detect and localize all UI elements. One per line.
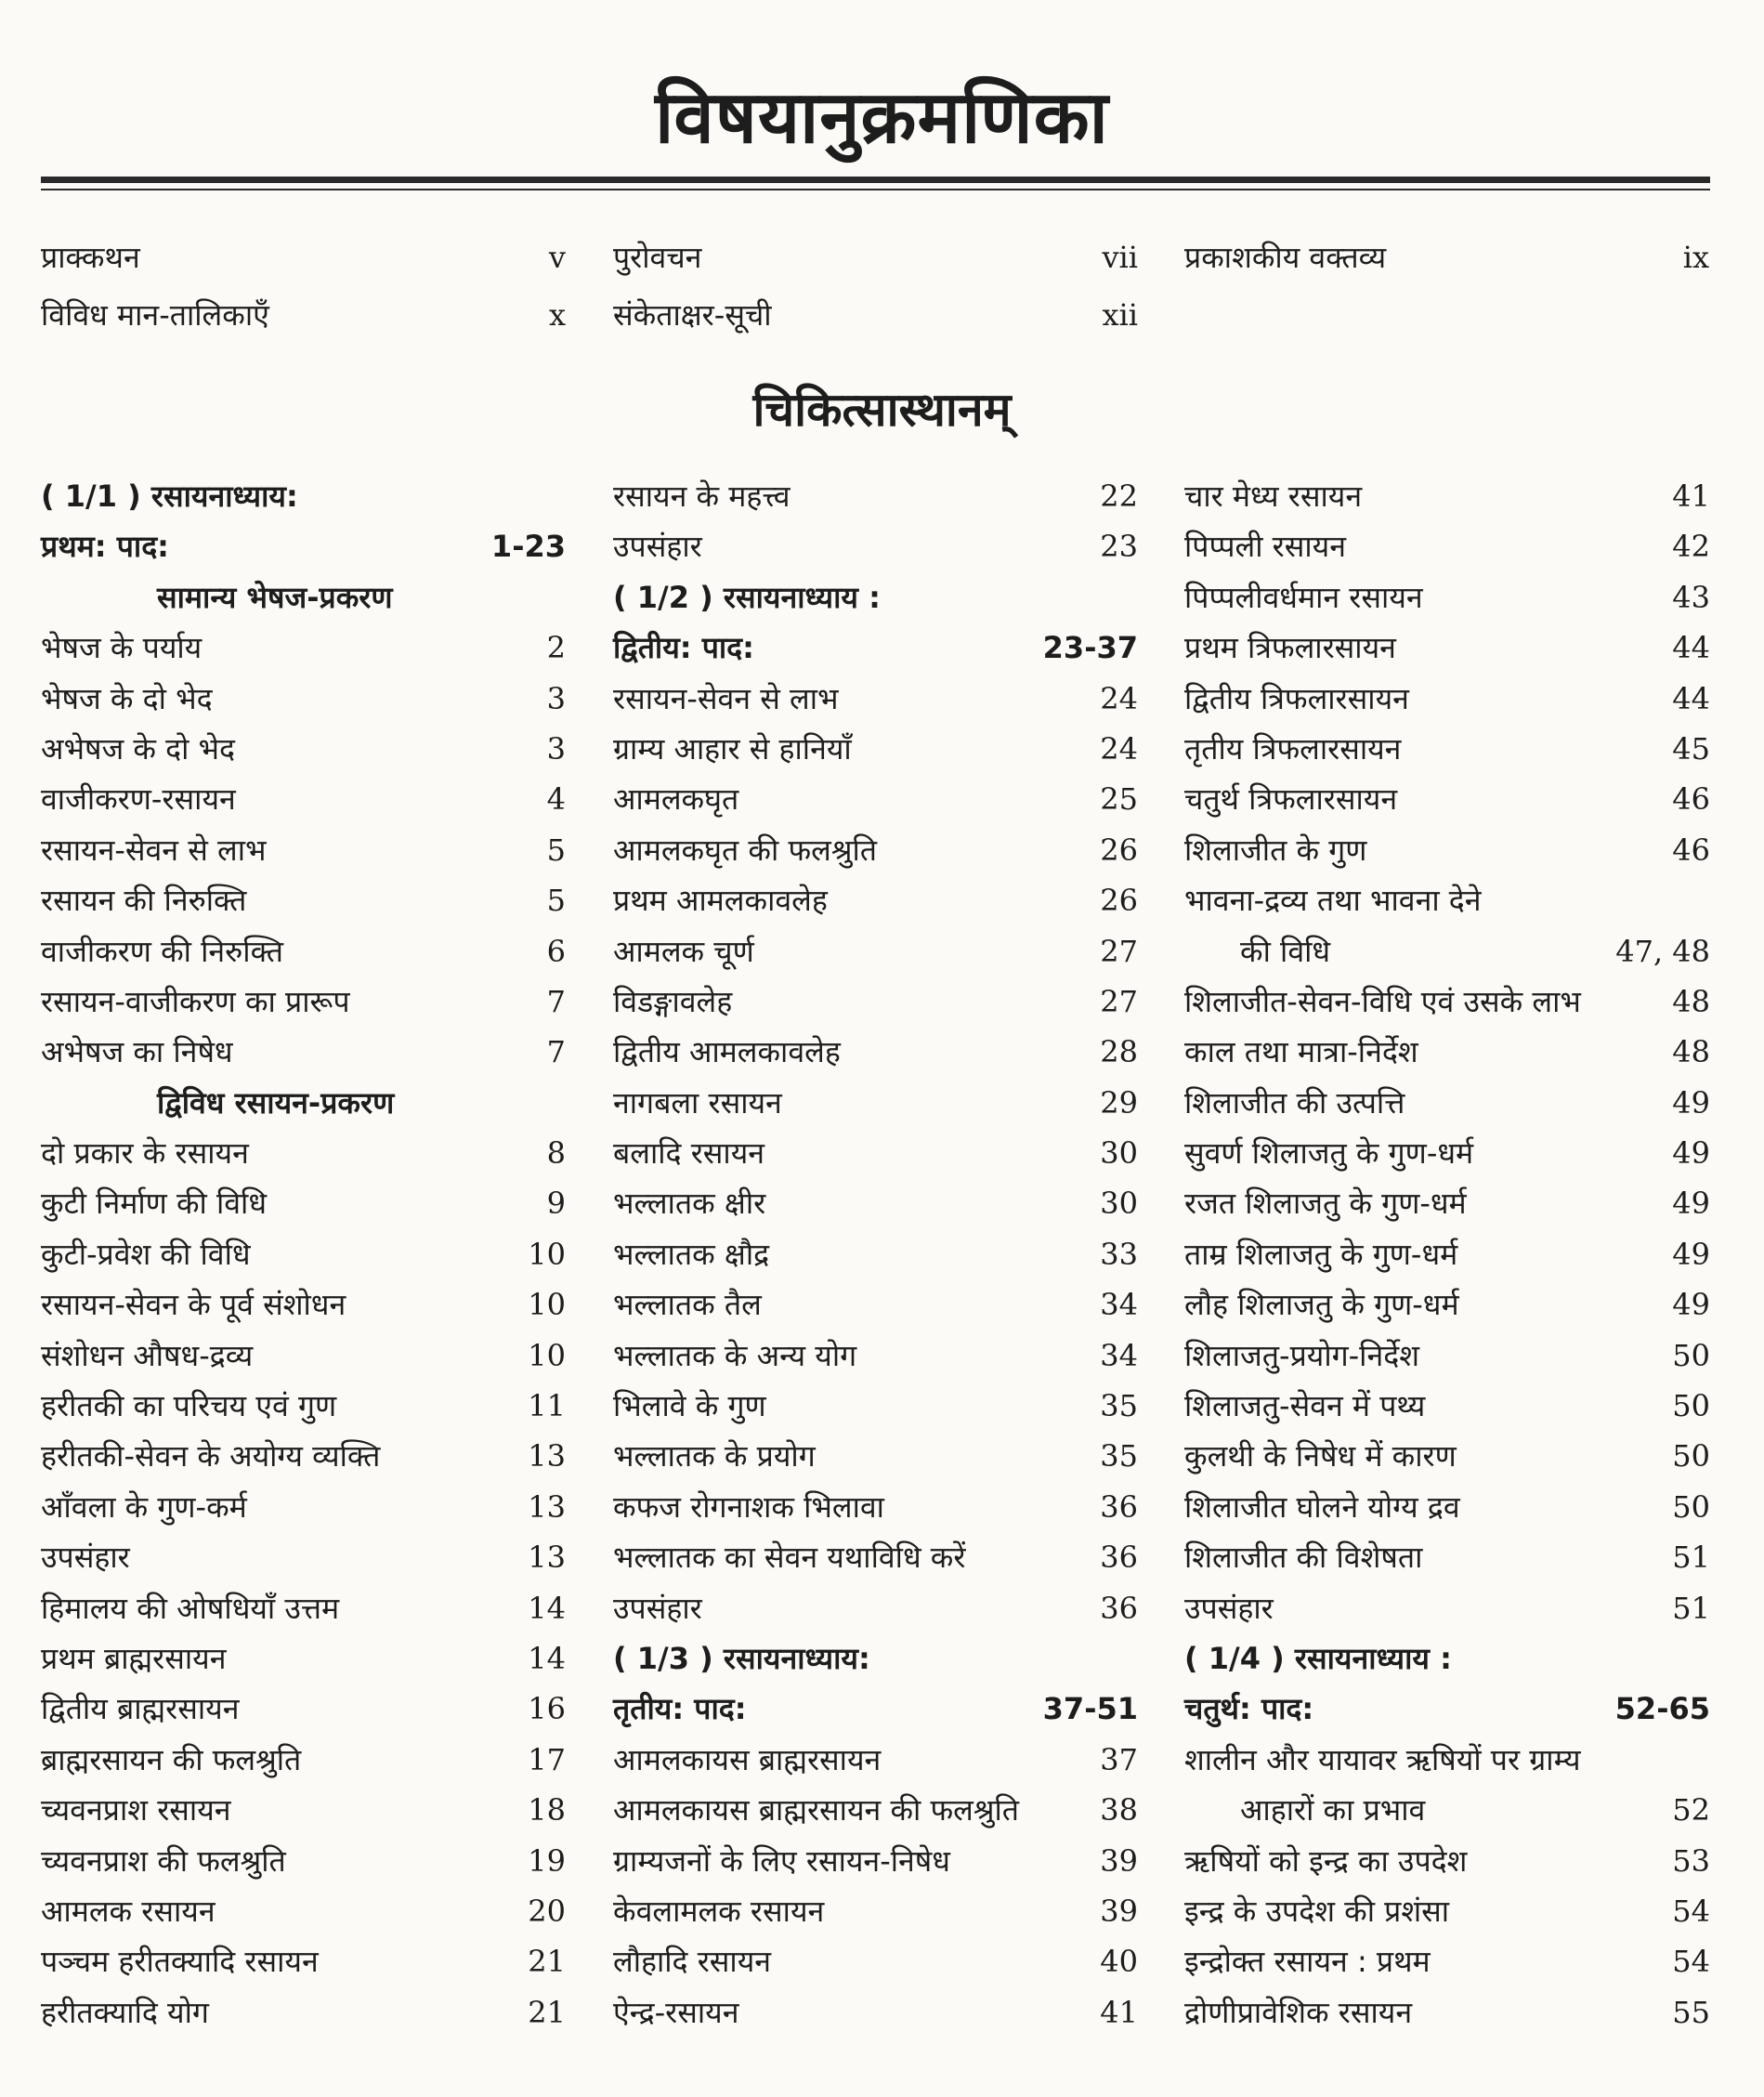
- toc-page-number: 51: [1672, 1590, 1710, 1626]
- toc-entry-title: विविध मान-तालिकाएँ: [41, 297, 269, 333]
- toc-entry-row: [41, 728, 566, 779]
- toc-entry-row: [41, 1031, 566, 1081]
- toc-page-number: 52-65: [1614, 1691, 1710, 1727]
- toc-entry-title: वाजीकरण-रसायन: [41, 781, 236, 818]
- toc-entry-title: विडङ्गावलेह: [613, 983, 733, 1019]
- toc-entry-title: आँवला के गुण-कर्म: [41, 1488, 247, 1525]
- toc-page-number: 47, 48: [1615, 933, 1710, 969]
- toc-page-number: 46: [1672, 781, 1710, 818]
- toc-page-number: ix: [1682, 240, 1709, 275]
- toc-entry-row: [613, 1284, 1138, 1334]
- toc-entry-row: [613, 1992, 1138, 2042]
- front-matter-row: [1184, 237, 1709, 295]
- toc-page-number: 24: [1100, 680, 1138, 716]
- front-matter-column-3: [1184, 237, 1709, 295]
- toc-entry-title: शिलाजीत की उत्पत्ति: [1184, 1084, 1405, 1121]
- toc-page-number: 1-23: [490, 529, 566, 565]
- toc-entry-row: [1184, 880, 1710, 930]
- toc-page-number: 30: [1100, 1135, 1138, 1172]
- toc-entry-row: [41, 1992, 566, 2042]
- toc-entry-row: [41, 1638, 566, 1688]
- toc-entry-row: [1184, 1335, 1710, 1385]
- toc-entry-title: शिलाजीत-सेवन-विधि एवं उसके लाभ: [1184, 983, 1581, 1019]
- toc-entry-row: [41, 1941, 566, 1991]
- toc-entry-title: प्रथम त्रिफलारसायन: [1184, 630, 1396, 666]
- toc-entry-title: रसायन-सेवन से लाभ: [613, 680, 839, 716]
- toc-entry-title: चार मेध्य रसायन: [1184, 478, 1363, 514]
- toc-entry-title: प्रथम आमलकावलेह: [613, 883, 828, 919]
- toc-entry-title: कुटी निर्माण की विधि: [41, 1186, 268, 1222]
- toc-entry-row: [1184, 1183, 1710, 1233]
- toc-page-number: 44: [1672, 680, 1710, 716]
- toc-entry-row: [613, 526, 1138, 576]
- toc-entry-row: [1184, 1841, 1710, 1891]
- toc-entry-row: [41, 1891, 566, 1941]
- toc-page-number: 53: [1672, 1842, 1710, 1879]
- toc-entry-title: उपसंहार: [613, 1590, 702, 1626]
- toc-page-number: 34: [1100, 1287, 1138, 1323]
- toc-entry-title: द्वितीय आमलकावलेह: [613, 1034, 841, 1070]
- toc-entry-row: [613, 1435, 1138, 1486]
- front-matter-row: [613, 295, 1138, 352]
- front-matter-column-1: [41, 237, 566, 352]
- toc-entry-title: शालीन और यायावर ऋषियों पर ग्राम्य: [1184, 1741, 1581, 1777]
- page-title: विषयानुक्रमणिका: [655, 76, 1109, 160]
- toc-entry-row: [1184, 1739, 1710, 1789]
- toc-entry-row: [1184, 830, 1710, 880]
- toc-entry-row: [41, 779, 566, 829]
- toc-entry-title: भेषज के पर्याय: [41, 630, 203, 666]
- toc-page-number: 7: [546, 983, 566, 1019]
- toc-page-number: 36: [1100, 1488, 1138, 1525]
- toc-entry-title: हिमालय की ओषधियाँ उत्तम: [41, 1590, 340, 1626]
- toc-page-number: 50: [1672, 1488, 1710, 1525]
- toc-page-number: 39: [1100, 1842, 1138, 1879]
- toc-entry-title: भेषज के दो भेद: [41, 680, 213, 716]
- toc-entry-title: संकेताक्षर-सूची: [613, 297, 772, 333]
- toc-page-number: 6: [546, 933, 566, 969]
- toc-page-number: 38: [1100, 1792, 1138, 1828]
- toc-page-number: 28: [1100, 1034, 1138, 1070]
- toc-entry-title: लौह शिलाजतु के गुण-धर्म: [1184, 1287, 1459, 1323]
- toc-entry-row: [41, 1234, 566, 1284]
- toc-entry-row: [41, 1739, 566, 1789]
- toc-entry-row: [613, 678, 1138, 728]
- toc-entry-title: तृतीय: पाद:: [613, 1691, 747, 1727]
- toc-entry-title: पिप्पलीवर्धमान रसायन: [1184, 579, 1423, 615]
- toc-entry-title: संशोधन औषध-द्रव्य: [41, 1337, 254, 1373]
- toc-entry-title: तृतीय त्रिफलारसायन: [1184, 730, 1402, 767]
- toc-entry-row: [613, 880, 1138, 930]
- toc-page-number: 30: [1100, 1186, 1138, 1222]
- toc-entry-row: [613, 1891, 1138, 1941]
- toc-entry-title: इन्द्रोक्त रसायन : प्रथम: [1184, 1944, 1431, 1980]
- toc-page-number: 49: [1672, 1135, 1710, 1172]
- toc-entry-title: ऐन्द्र-रसायन: [613, 1994, 739, 2030]
- toc-entry-title: प्रकाशकीय वक्तव्य: [1184, 240, 1387, 275]
- toc-entry-title: सुवर्ण शिलाजतु के गुण-धर्म: [1184, 1135, 1474, 1172]
- toc-pada-row: [1184, 1688, 1710, 1738]
- toc-page-number: 23-37: [1042, 630, 1138, 666]
- toc-entry-title: अभेषज का निषेध: [41, 1034, 233, 1070]
- toc-page-number: 51: [1672, 1540, 1710, 1576]
- toc-entry-title: उपसंहार: [41, 1540, 130, 1576]
- front-matter-column-2: [613, 237, 1138, 352]
- toc-entry-title: रसायन-वाजीकरण का प्रारूप: [41, 983, 350, 1019]
- toc-page-number: 13: [528, 1540, 566, 1576]
- toc-entry-row: [41, 830, 566, 880]
- toc-page-number: 35: [1100, 1438, 1138, 1474]
- toc-entry-title: ब्राह्मरसायन की फलश्रुति: [41, 1741, 302, 1777]
- toc-page-number: 49: [1672, 1084, 1710, 1121]
- toc-entry-title: शिलाजीत की विशेषता: [1184, 1540, 1423, 1576]
- toc-page-number: 2: [546, 630, 566, 666]
- header-rule: [41, 177, 1710, 183]
- toc-entry-row: [41, 1133, 566, 1183]
- toc-entry-title: आमलकायस ब्राह्मरसायन की फलश्रुति: [613, 1792, 1020, 1828]
- toc-page-number: 7: [546, 1034, 566, 1070]
- toc-page-number: 54: [1672, 1893, 1710, 1929]
- toc-entry-title: ताम्र शिलाजतु के गुण-धर्म: [1184, 1236, 1458, 1272]
- toc-entry-row: [613, 1789, 1138, 1840]
- toc-entry-title: च्यवनप्राश की फलश्रुति: [41, 1842, 286, 1879]
- toc-page-number: 24: [1100, 730, 1138, 767]
- toc-entry-row: [613, 1234, 1138, 1284]
- toc-entry-title: ग्राम्यजनों के लिए रसायन-निषेध: [613, 1842, 950, 1879]
- toc-entry-row: [41, 1789, 566, 1840]
- toc-entry-row: [1184, 1435, 1710, 1486]
- toc-entry-title: आमलक चूर्ण: [613, 933, 754, 969]
- toc-entry-title: दो प्रकार के रसायन: [41, 1135, 249, 1172]
- toc-entry-title: उपसंहार: [613, 529, 702, 565]
- toc-entry-title: पिप्पली रसायन: [1184, 529, 1346, 565]
- toc-entry-row: [613, 779, 1138, 829]
- toc-chapter-row: [613, 577, 1138, 627]
- toc-entry-row: [1184, 779, 1710, 829]
- toc-entry-title: द्विविध रसायन-प्रकरण: [157, 1084, 395, 1121]
- toc-entry-row: [41, 1385, 566, 1435]
- toc-chapter-row: [1184, 1638, 1710, 1688]
- toc-entry-row: [613, 1082, 1138, 1133]
- toc-entry-row: [41, 1435, 566, 1486]
- toc-entry-row: [1184, 1234, 1710, 1284]
- toc-entry-row: [41, 880, 566, 930]
- toc-entry-row: [1184, 1992, 1710, 2042]
- toc-entry-title: हरीतकी का परिचय एवं गुण: [41, 1388, 337, 1424]
- front-matter-row: [613, 237, 1138, 295]
- toc-entry-title: आमलकघृत की फलश्रुति: [613, 832, 878, 868]
- toc-entry-row: [1184, 1891, 1710, 1941]
- toc-entry-title: की विधि: [1240, 933, 1331, 969]
- toc-pada-row: [613, 627, 1138, 677]
- toc-entry-title: आमलक रसायन: [41, 1893, 216, 1929]
- toc-entry-title: शिलाजतु-सेवन में पथ्य: [1184, 1388, 1426, 1424]
- toc-entry-row: [1184, 1487, 1710, 1537]
- toc-entry-title: ( 1/2 ) रसायनाध्याय :: [613, 579, 881, 615]
- toc-entry-title: बलादि रसायन: [613, 1135, 765, 1172]
- toc-page-number: 33: [1100, 1236, 1138, 1272]
- toc-page-number: 13: [528, 1488, 566, 1525]
- toc-entry-title: पुरोवचन: [613, 240, 702, 275]
- toc-entry-title: ( 1/1 ) रसायनाध्याय:: [41, 478, 298, 514]
- toc-entry-row: [1184, 1385, 1710, 1435]
- toc-entry-row: [41, 1688, 566, 1738]
- toc-entry-row: [1184, 1082, 1710, 1133]
- toc-page-number: 18: [528, 1792, 566, 1828]
- toc-entry-title: रसायन के महत्त्व: [613, 478, 791, 514]
- toc-entry-title: आमलकायस ब्राह्मरसायन: [613, 1741, 882, 1777]
- toc-page-number: 11: [528, 1388, 566, 1424]
- toc-entry-title: कफज रोगनाशक भिलावा: [613, 1488, 884, 1525]
- toc-entry-title: भावना-द्रव्य तथा भावना देने: [1184, 883, 1482, 919]
- toc-page-number: 37-51: [1042, 1691, 1138, 1727]
- toc-page-number: 16: [528, 1691, 566, 1727]
- toc-entry-row: [1184, 627, 1710, 677]
- toc-page-number: 29: [1100, 1084, 1138, 1121]
- toc-page-number: 19: [528, 1842, 566, 1879]
- toc-entry-title: द्वितीय त्रिफलारसायन: [1184, 680, 1409, 716]
- toc-page-number: 14: [528, 1640, 566, 1676]
- toc-page-number: 46: [1672, 832, 1710, 868]
- toc-entry-row: [1184, 678, 1710, 728]
- toc-column-1: [41, 476, 566, 2042]
- toc-entry-row: [613, 728, 1138, 779]
- toc-entry-title: ( 1/4 ) रसायनाध्याय :: [1184, 1640, 1452, 1676]
- toc-page-number: 10: [528, 1287, 566, 1323]
- toc-entry-row: [613, 1183, 1138, 1233]
- toc-page-number: 26: [1100, 883, 1138, 919]
- toc-entry-row: [613, 981, 1138, 1031]
- toc-page-number: 39: [1100, 1893, 1138, 1929]
- toc-entry-title: चतुर्थ: पाद:: [1184, 1691, 1314, 1727]
- toc-page-number: 23: [1100, 529, 1138, 565]
- toc-entry-row: [41, 981, 566, 1031]
- toc-page-number: 26: [1100, 832, 1138, 868]
- toc-entry-row: [613, 1841, 1138, 1891]
- toc-entry-row: [1184, 476, 1710, 526]
- toc-entry-row: [613, 1487, 1138, 1537]
- toc-entry-title: भल्लातक तैल: [613, 1287, 762, 1323]
- toc-entry-row: [613, 1133, 1138, 1183]
- toc-page-number: 50: [1672, 1388, 1710, 1424]
- toc-page-number: 5: [546, 883, 566, 919]
- toc-entry-row: [41, 931, 566, 981]
- toc-entry-row: [613, 830, 1138, 880]
- toc-pada-row: [41, 526, 566, 576]
- toc-entry-title: द्वितीय ब्राह्मरसायन: [41, 1691, 240, 1727]
- toc-sub-row: [41, 1082, 566, 1133]
- toc-page-number: 35: [1100, 1388, 1138, 1424]
- toc-entry-title: अभेषज के दो भेद: [41, 730, 236, 767]
- toc-page-number: 50: [1672, 1438, 1710, 1474]
- toc-page-number: 13: [528, 1438, 566, 1474]
- toc-chapter-row: [41, 476, 566, 526]
- front-matter-row: [41, 295, 566, 352]
- toc-entry-title: कुटी-प्रवेश की विधि: [41, 1236, 251, 1272]
- toc-page-number: vii: [1102, 240, 1138, 275]
- toc-entry-row: [613, 1031, 1138, 1081]
- toc-entry-row: [1184, 1537, 1710, 1587]
- toc-page-number: 9: [546, 1186, 566, 1222]
- toc-page-number: 8: [546, 1135, 566, 1172]
- toc-page-number: 49: [1672, 1186, 1710, 1222]
- toc-entry-title: ऋषियों को इन्द्र का उपदेश: [1184, 1842, 1468, 1879]
- toc-page-number: 37: [1100, 1741, 1138, 1777]
- toc-entry-row: [41, 1588, 566, 1638]
- toc-cont-row: [1184, 931, 1710, 981]
- toc-entry-row: [1184, 1588, 1710, 1638]
- toc-page-number: 4: [546, 781, 566, 818]
- toc-page-number: xii: [1102, 297, 1138, 333]
- toc-entry-row: [41, 1841, 566, 1891]
- toc-entry-row: [613, 1335, 1138, 1385]
- toc-page-number: 49: [1672, 1236, 1710, 1272]
- toc-entry-row: [1184, 981, 1710, 1031]
- toc-page-number: 48: [1672, 1034, 1710, 1070]
- toc-page-number: 34: [1100, 1337, 1138, 1373]
- toc-entry-row: [1184, 1133, 1710, 1183]
- toc-page-number: 21: [528, 1994, 566, 2030]
- toc-page-number: 42: [1672, 529, 1710, 565]
- toc-page-number: x: [548, 297, 566, 333]
- toc-entry-title: पञ्चम हरीतक्यादि रसायन: [41, 1944, 319, 1980]
- toc-page-number: 45: [1672, 730, 1710, 767]
- toc-entry-title: भल्लातक के अन्य योग: [613, 1337, 857, 1373]
- toc-entry-row: [41, 1183, 566, 1233]
- toc-entry-title: रसायन-सेवन से लाभ: [41, 832, 267, 868]
- toc-entry-title: काल तथा मात्रा-निर्देश: [1184, 1034, 1418, 1070]
- toc-entry-title: प्राक्कथन: [41, 240, 140, 275]
- toc-entry-row: [41, 1284, 566, 1334]
- toc-entry-title: भल्लातक क्षौद्र: [613, 1236, 770, 1272]
- toc-page-number: 36: [1100, 1540, 1138, 1576]
- toc-entry-title: द्वितीय: पाद:: [613, 630, 754, 666]
- toc-entry-title: चतुर्थ त्रिफलारसायन: [1184, 781, 1398, 818]
- toc-page-number: 10: [528, 1236, 566, 1272]
- toc-entry-title: उपसंहार: [1184, 1590, 1274, 1626]
- toc-entry-row: [41, 1335, 566, 1385]
- toc-page-number: 55: [1672, 1994, 1710, 2030]
- toc-entry-title: भल्लातक क्षीर: [613, 1186, 766, 1222]
- toc-page-number: 54: [1672, 1944, 1710, 1980]
- toc-entry-title: ग्राम्य आहार से हानियाँ: [613, 730, 852, 767]
- toc-entry-title: च्यवनप्राश रसायन: [41, 1792, 231, 1828]
- toc-page-number: 50: [1672, 1337, 1710, 1373]
- toc-chapter-row: [613, 1638, 1138, 1688]
- toc-entry-title: द्रोणीप्रावेशिक रसायन: [1184, 1994, 1413, 2030]
- toc-entry-title: सामान्य भेषज-प्रकरण: [157, 579, 393, 615]
- toc-entry-title: आमलकघृत: [613, 781, 739, 818]
- toc-page-number: 25: [1100, 781, 1138, 818]
- toc-page-number: 27: [1100, 933, 1138, 969]
- toc-page-number: 3: [546, 730, 566, 767]
- front-matter-row: [41, 237, 566, 295]
- toc-entry-title: ( 1/3 ) रसायनाध्याय:: [613, 1640, 870, 1676]
- toc-entry-title: रसायन-सेवन के पूर्व संशोधन: [41, 1287, 346, 1323]
- toc-entry-row: [613, 1941, 1138, 1991]
- toc-entry-title: शिलाजतु-प्रयोग-निर्देश: [1184, 1337, 1419, 1373]
- toc-page-number: 48: [1672, 983, 1710, 1019]
- toc-cont-row: [1184, 1789, 1710, 1840]
- toc-entry-title: शिलाजीत घोलने योग्य द्रव: [1184, 1488, 1460, 1525]
- toc-page-number: 44: [1672, 630, 1710, 666]
- toc-page-number: 17: [528, 1741, 566, 1777]
- toc-entry-title: कुलथी के निषेध में कारण: [1184, 1438, 1457, 1474]
- toc-column-2: [613, 476, 1138, 2042]
- toc-entry-title: लौहादि रसायन: [613, 1944, 772, 1980]
- toc-entry-row: [613, 1739, 1138, 1789]
- toc-page-number: 21: [528, 1944, 566, 1980]
- toc-entry-row: [41, 1487, 566, 1537]
- toc-page-number: 27: [1100, 983, 1138, 1019]
- toc-entry-row: [1184, 728, 1710, 779]
- toc-entry-row: [41, 627, 566, 677]
- toc-entry-row: [613, 931, 1138, 981]
- toc-pada-row: [613, 1688, 1138, 1738]
- toc-sub-row: [41, 577, 566, 627]
- toc-page-number: 41: [1672, 478, 1710, 514]
- toc-entry-title: इन्द्र के उपदेश की प्रशंसा: [1184, 1893, 1450, 1929]
- toc-entry-title: रसायन की निरुक्ति: [41, 883, 247, 919]
- toc-page-number: 14: [528, 1590, 566, 1626]
- toc-entry-title: हरीतकी-सेवन के अयोग्य व्यक्ति: [41, 1438, 381, 1474]
- toc-entry-row: [1184, 1941, 1710, 1991]
- toc-entry-title: भल्लातक के प्रयोग: [613, 1438, 816, 1474]
- toc-column-3: [1184, 476, 1710, 2042]
- toc-page-number: 49: [1672, 1287, 1710, 1323]
- toc-entry-row: [1184, 577, 1710, 627]
- toc-entry-row: [1184, 1284, 1710, 1334]
- toc-entry-row: [41, 678, 566, 728]
- toc-entry-title: प्रथम: पाद:: [41, 529, 169, 565]
- toc-entry-row: [613, 1588, 1138, 1638]
- toc-entry-row: [613, 1537, 1138, 1587]
- toc-entry-row: [1184, 526, 1710, 576]
- toc-entry-row: [613, 476, 1138, 526]
- toc-page-number: 40: [1100, 1944, 1138, 1980]
- toc-page-number: 5: [546, 832, 566, 868]
- header-rule-thin: [41, 189, 1710, 190]
- toc-entry-row: [613, 1385, 1138, 1435]
- toc-page-number: 36: [1100, 1590, 1138, 1626]
- toc-entry-row: [1184, 1031, 1710, 1081]
- toc-entry-title: केवलामलक रसायन: [613, 1893, 825, 1929]
- toc-entry-row: [41, 1537, 566, 1587]
- section-title: चिकित्सास्थानम्: [752, 383, 1012, 437]
- toc-page-number: 43: [1672, 579, 1710, 615]
- toc-entry-title: आहारों का प्रभाव: [1240, 1792, 1426, 1828]
- toc-entry-title: भिलावे के गुण: [613, 1388, 766, 1424]
- toc-entry-title: भल्लातक का सेवन यथाविधि करें: [613, 1540, 966, 1576]
- toc-page-number: 20: [528, 1893, 566, 1929]
- toc-page-number: v: [548, 240, 566, 275]
- toc-page-number: 10: [528, 1337, 566, 1373]
- toc-page-number: 41: [1100, 1994, 1138, 2030]
- toc-page-number: 22: [1100, 478, 1138, 514]
- toc-entry-title: शिलाजीत के गुण: [1184, 832, 1367, 868]
- toc-page-number: 52: [1672, 1792, 1710, 1828]
- toc-entry-title: प्रथम ब्राह्मरसायन: [41, 1640, 227, 1676]
- toc-entry-title: रजत शिलाजतु के गुण-धर्म: [1184, 1186, 1467, 1222]
- toc-entry-title: वाजीकरण की निरुक्ति: [41, 933, 283, 969]
- toc-entry-title: नागबला रसायन: [613, 1084, 782, 1121]
- toc-entry-title: हरीतक्यादि योग: [41, 1994, 209, 2030]
- toc-page-number: 3: [546, 680, 566, 716]
